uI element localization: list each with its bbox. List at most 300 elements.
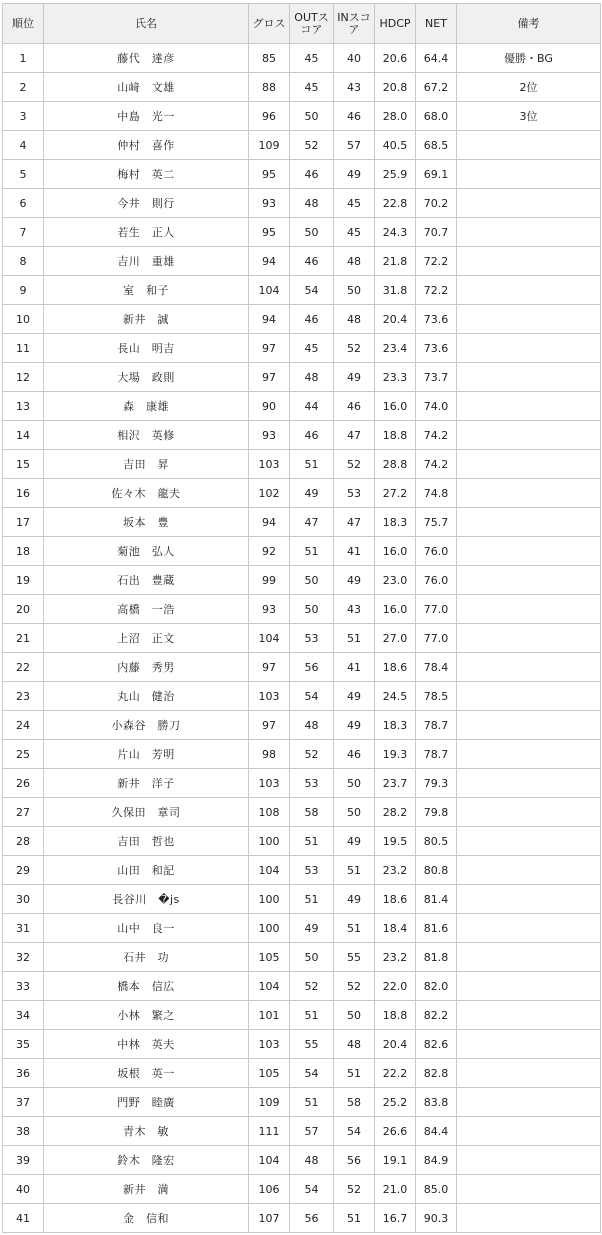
name-cell: 森 康雄 [44,392,249,421]
net-cell: 82.8 [416,1059,457,1088]
out-score-cell: 54 [290,276,334,305]
rank-cell: 28 [3,827,44,856]
out-score-cell: 49 [290,479,334,508]
note-cell [457,1059,601,1088]
out-score-cell: 50 [290,102,334,131]
hdcp-cell: 25.9 [375,160,416,189]
table-row [3,160,601,189]
table-row [3,131,601,160]
hdcp-cell: 25.2 [375,1088,416,1117]
in-score-cell: 56 [334,1146,375,1175]
name-cell: 橋本 信広 [44,972,249,1001]
table-row [3,44,601,73]
hdcp-cell: 23.0 [375,566,416,595]
hdcp-cell: 24.5 [375,682,416,711]
out-score-cell: 46 [290,421,334,450]
gross-cell: 109 [249,131,290,160]
gross-cell: 97 [249,653,290,682]
net-cell: 67.2 [416,73,457,102]
note-cell [457,1030,601,1059]
table-row [3,769,601,798]
in-score-cell: 50 [334,798,375,827]
in-score-cell: 48 [334,247,375,276]
hdcp-cell: 40.5 [375,131,416,160]
gross-cell: 109 [249,1088,290,1117]
in-score-cell: 49 [334,160,375,189]
name-cell: 吉田 昇 [44,450,249,479]
hdcp-cell: 27.0 [375,624,416,653]
note-cell [457,334,601,363]
rank-cell: 34 [3,1001,44,1030]
rank-cell: 16 [3,479,44,508]
table-row [3,798,601,827]
in-score-cell: 49 [334,827,375,856]
net-cell: 83.8 [416,1088,457,1117]
table-row [3,421,601,450]
name-cell: 藤代 達彦 [44,44,249,73]
net-cell: 78.4 [416,653,457,682]
out-score-cell: 56 [290,653,334,682]
table-row [3,914,601,943]
name-cell: 今井 則行 [44,189,249,218]
table-row [3,537,601,566]
table-row [3,479,601,508]
name-cell: 中島 光一 [44,102,249,131]
name-cell: 新井 洋子 [44,769,249,798]
name-cell: 大場 政則 [44,363,249,392]
net-cell: 82.0 [416,972,457,1001]
rank-cell: 7 [3,218,44,247]
name-cell: 石出 豊蔵 [44,566,249,595]
out-score-cell: 50 [290,943,334,972]
note-cell [457,450,601,479]
hdcp-cell: 20.8 [375,73,416,102]
hdcp-cell: 18.8 [375,1001,416,1030]
table-row [3,856,601,885]
out-score-cell: 51 [290,885,334,914]
net-cell: 74.2 [416,450,457,479]
table-row [3,653,601,682]
out-score-cell: 46 [290,247,334,276]
header-out-score: OUTスコア [290,4,334,44]
rank-cell: 31 [3,914,44,943]
out-score-cell: 53 [290,769,334,798]
in-score-cell: 43 [334,73,375,102]
table-row [3,276,601,305]
table-row [3,943,601,972]
hdcp-cell: 21.0 [375,1175,416,1204]
out-score-cell: 50 [290,566,334,595]
gross-cell: 88 [249,73,290,102]
name-cell: 山﨑 文雄 [44,73,249,102]
rank-cell: 9 [3,276,44,305]
name-cell: 相沢 英修 [44,421,249,450]
in-score-cell: 45 [334,218,375,247]
rank-cell: 15 [3,450,44,479]
gross-cell: 103 [249,1030,290,1059]
note-cell [457,856,601,885]
name-cell: 新井 誠 [44,305,249,334]
gross-cell: 97 [249,711,290,740]
name-cell: 高橋 一浩 [44,595,249,624]
net-cell: 81.6 [416,914,457,943]
hdcp-cell: 28.8 [375,450,416,479]
out-score-cell: 46 [290,305,334,334]
name-cell: 内藤 秀男 [44,653,249,682]
hdcp-cell: 24.3 [375,218,416,247]
rank-cell: 12 [3,363,44,392]
note-cell: 2位 [457,73,601,102]
note-cell [457,595,601,624]
in-score-cell: 51 [334,1204,375,1233]
rank-cell: 33 [3,972,44,1001]
note-cell [457,1204,601,1233]
note-cell: 優勝・BG [457,44,601,73]
out-score-cell: 54 [290,1175,334,1204]
gross-cell: 96 [249,102,290,131]
note-cell: 3位 [457,102,601,131]
out-score-cell: 52 [290,131,334,160]
out-score-cell: 52 [290,972,334,1001]
table-row [3,363,601,392]
hdcp-cell: 20.4 [375,305,416,334]
name-cell: 中林 英夫 [44,1030,249,1059]
net-cell: 68.0 [416,102,457,131]
hdcp-cell: 16.0 [375,537,416,566]
table-row [3,334,601,363]
table-row [3,1204,601,1233]
name-cell: 丸山 健治 [44,682,249,711]
in-score-cell: 49 [334,682,375,711]
out-score-cell: 52 [290,740,334,769]
hdcp-cell: 16.0 [375,392,416,421]
header-net: NET [416,4,457,44]
name-cell: 菊池 弘人 [44,537,249,566]
in-score-cell: 47 [334,508,375,537]
note-cell [457,247,601,276]
name-cell: 上沼 正文 [44,624,249,653]
out-score-cell: 48 [290,1146,334,1175]
hdcp-cell: 23.3 [375,363,416,392]
in-score-cell: 58 [334,1088,375,1117]
hdcp-cell: 20.6 [375,44,416,73]
out-score-cell: 56 [290,1204,334,1233]
note-cell [457,305,601,334]
note-cell [457,624,601,653]
note-cell [457,363,601,392]
rank-cell: 18 [3,537,44,566]
net-cell: 85.0 [416,1175,457,1204]
net-cell: 79.8 [416,798,457,827]
in-score-cell: 52 [334,972,375,1001]
gross-cell: 94 [249,247,290,276]
gross-cell: 107 [249,1204,290,1233]
table-row [3,624,601,653]
out-score-cell: 45 [290,334,334,363]
rank-cell: 26 [3,769,44,798]
net-cell: 84.4 [416,1117,457,1146]
rank-cell: 32 [3,943,44,972]
rank-cell: 38 [3,1117,44,1146]
hdcp-cell: 26.6 [375,1117,416,1146]
in-score-cell: 40 [334,44,375,73]
in-score-cell: 48 [334,305,375,334]
rank-cell: 4 [3,131,44,160]
name-cell: 坂本 豊 [44,508,249,537]
name-cell: 新井 満 [44,1175,249,1204]
in-score-cell: 49 [334,566,375,595]
table-row [3,1001,601,1030]
hdcp-cell: 22.0 [375,972,416,1001]
in-score-cell: 49 [334,711,375,740]
net-cell: 80.5 [416,827,457,856]
in-score-cell: 46 [334,740,375,769]
note-cell [457,682,601,711]
in-score-cell: 50 [334,1001,375,1030]
gross-cell: 90 [249,392,290,421]
hdcp-cell: 20.4 [375,1030,416,1059]
out-score-cell: 46 [290,160,334,189]
in-score-cell: 53 [334,479,375,508]
net-cell: 74.0 [416,392,457,421]
net-cell: 72.2 [416,276,457,305]
note-cell [457,798,601,827]
name-cell: 山田 和記 [44,856,249,885]
in-score-cell: 51 [334,914,375,943]
gross-cell: 97 [249,334,290,363]
net-cell: 73.6 [416,305,457,334]
gross-cell: 103 [249,682,290,711]
table-row [3,885,601,914]
note-cell [457,827,601,856]
gross-cell: 93 [249,595,290,624]
hdcp-cell: 19.5 [375,827,416,856]
rank-cell: 23 [3,682,44,711]
hdcp-cell: 28.0 [375,102,416,131]
table-row [3,682,601,711]
hdcp-cell: 18.3 [375,711,416,740]
gross-cell: 100 [249,827,290,856]
table-row [3,508,601,537]
note-cell [457,479,601,508]
name-cell: 石井 功 [44,943,249,972]
results-body [3,44,601,1233]
hdcp-cell: 23.7 [375,769,416,798]
in-score-cell: 46 [334,102,375,131]
hdcp-cell: 23.2 [375,943,416,972]
out-score-cell: 45 [290,73,334,102]
net-cell: 84.9 [416,1146,457,1175]
name-cell: 門野 睦廣 [44,1088,249,1117]
rank-cell: 5 [3,160,44,189]
rank-cell: 37 [3,1088,44,1117]
hdcp-cell: 18.6 [375,653,416,682]
gross-cell: 92 [249,537,290,566]
net-cell: 82.2 [416,1001,457,1030]
net-cell: 76.0 [416,537,457,566]
note-cell [457,392,601,421]
hdcp-cell: 16.0 [375,595,416,624]
name-cell: 山中 良一 [44,914,249,943]
gross-cell: 103 [249,769,290,798]
out-score-cell: 49 [290,914,334,943]
hdcp-cell: 23.2 [375,856,416,885]
rank-cell: 25 [3,740,44,769]
net-cell: 70.2 [416,189,457,218]
net-cell: 81.8 [416,943,457,972]
note-cell [457,421,601,450]
table-row [3,247,601,276]
name-cell: 坂根 英一 [44,1059,249,1088]
net-cell: 74.8 [416,479,457,508]
in-score-cell: 49 [334,885,375,914]
note-cell [457,131,601,160]
out-score-cell: 45 [290,44,334,73]
net-cell: 64.4 [416,44,457,73]
name-cell: 片山 芳明 [44,740,249,769]
table-row [3,1088,601,1117]
out-score-cell: 58 [290,798,334,827]
rank-cell: 41 [3,1204,44,1233]
rank-cell: 40 [3,1175,44,1204]
out-score-cell: 50 [290,218,334,247]
hdcp-cell: 21.8 [375,247,416,276]
note-cell [457,160,601,189]
hdcp-cell: 28.2 [375,798,416,827]
note-cell [457,218,601,247]
hdcp-cell: 27.2 [375,479,416,508]
note-cell [457,1117,601,1146]
table-row [3,102,601,131]
out-score-cell: 47 [290,508,334,537]
table-row [3,73,601,102]
table-row [3,189,601,218]
table-row [3,595,601,624]
header-in-score: INスコア [334,4,375,44]
hdcp-cell: 16.7 [375,1204,416,1233]
name-cell: 若生 正人 [44,218,249,247]
name-cell: 梅村 英二 [44,160,249,189]
rank-cell: 14 [3,421,44,450]
out-score-cell: 54 [290,1059,334,1088]
in-score-cell: 41 [334,537,375,566]
note-cell [457,885,601,914]
table-row [3,1059,601,1088]
note-cell [457,711,601,740]
table-row [3,972,601,1001]
in-score-cell: 51 [334,624,375,653]
in-score-cell: 52 [334,450,375,479]
note-cell [457,189,601,218]
hdcp-cell: 23.4 [375,334,416,363]
results-table [2,3,601,1233]
note-cell [457,566,601,595]
net-cell: 72.2 [416,247,457,276]
net-cell: 90.3 [416,1204,457,1233]
net-cell: 82.6 [416,1030,457,1059]
in-score-cell: 50 [334,769,375,798]
note-cell [457,943,601,972]
rank-cell: 39 [3,1146,44,1175]
gross-cell: 104 [249,856,290,885]
note-cell [457,653,601,682]
name-cell: 仲村 喜作 [44,131,249,160]
table-row [3,305,601,334]
net-cell: 69.1 [416,160,457,189]
net-cell: 68.5 [416,131,457,160]
gross-cell: 93 [249,421,290,450]
note-cell [457,769,601,798]
in-score-cell: 55 [334,943,375,972]
hdcp-cell: 19.1 [375,1146,416,1175]
rank-cell: 17 [3,508,44,537]
table-row [3,1117,601,1146]
hdcp-cell: 18.3 [375,508,416,537]
table-row [3,1030,601,1059]
in-score-cell: 47 [334,421,375,450]
header-rank: 順位 [3,4,44,44]
gross-cell: 102 [249,479,290,508]
net-cell: 75.7 [416,508,457,537]
gross-cell: 104 [249,1146,290,1175]
out-score-cell: 51 [290,537,334,566]
note-cell [457,972,601,1001]
header-gross: グロス [249,4,290,44]
gross-cell: 104 [249,972,290,1001]
note-cell [457,1146,601,1175]
rank-cell: 27 [3,798,44,827]
out-score-cell: 51 [290,1001,334,1030]
rank-cell: 35 [3,1030,44,1059]
net-cell: 77.0 [416,595,457,624]
hdcp-cell: 31.8 [375,276,416,305]
name-cell: 長山 明吉 [44,334,249,363]
out-score-cell: 53 [290,856,334,885]
out-score-cell: 48 [290,189,334,218]
out-score-cell: 50 [290,595,334,624]
rank-cell: 10 [3,305,44,334]
hdcp-cell: 22.2 [375,1059,416,1088]
out-score-cell: 48 [290,711,334,740]
table-row [3,1175,601,1204]
header-row [3,4,601,44]
name-cell: 小林 繁之 [44,1001,249,1030]
gross-cell: 97 [249,363,290,392]
name-cell: 吉田 哲也 [44,827,249,856]
net-cell: 76.0 [416,566,457,595]
net-cell: 74.2 [416,421,457,450]
table-row [3,1146,601,1175]
in-score-cell: 48 [334,1030,375,1059]
header-note: 備考 [457,4,601,44]
out-score-cell: 55 [290,1030,334,1059]
rank-cell: 8 [3,247,44,276]
out-score-cell: 57 [290,1117,334,1146]
net-cell: 78.5 [416,682,457,711]
rank-cell: 11 [3,334,44,363]
table-row [3,740,601,769]
gross-cell: 111 [249,1117,290,1146]
in-score-cell: 57 [334,131,375,160]
gross-cell: 94 [249,508,290,537]
name-cell: 小森谷 勝刀 [44,711,249,740]
out-score-cell: 44 [290,392,334,421]
out-score-cell: 48 [290,363,334,392]
out-score-cell: 51 [290,1088,334,1117]
in-score-cell: 41 [334,653,375,682]
rank-cell: 20 [3,595,44,624]
note-cell [457,508,601,537]
